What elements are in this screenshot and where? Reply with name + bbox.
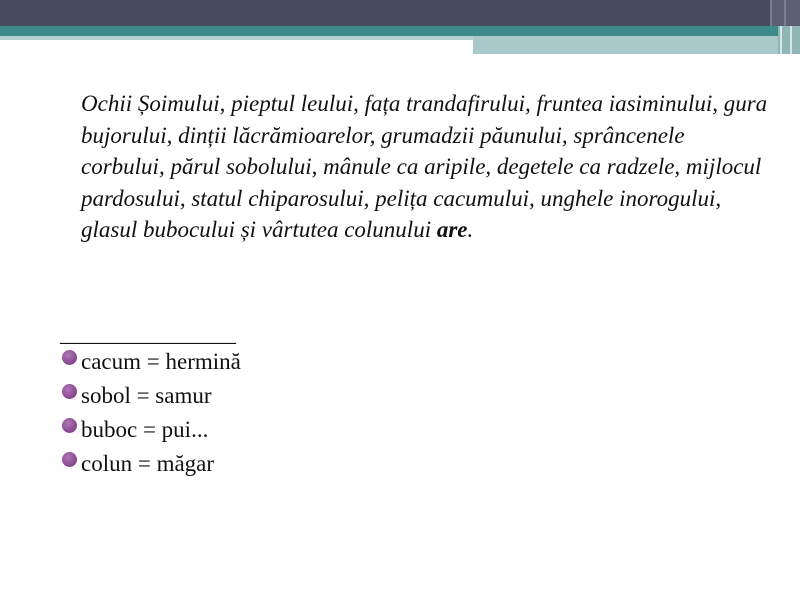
bullet-dot-icon xyxy=(62,452,77,467)
glossary-item xyxy=(60,347,241,381)
quote-text: Ochii Șoimului, pieptul leului, fața trandafirului, fruntea iasiminului, gura bujorului, dinții lăcrămioarelor, grumadzii păunului, sprâncenele corbului, părul sobolului, mânule ca aripile, degetele ca radzele, mijlocul pardosului, statul chiparosului, pelița cacumului, unghele inorogului, glasul bubocului și vârtutea colunului xyxy=(81,91,768,242)
glossary-item-text: buboc = pui... xyxy=(81,417,209,442)
header-band-light-block xyxy=(473,36,800,54)
glossary-item-text: cacum = hermină xyxy=(81,349,241,374)
bullet-dot-icon xyxy=(62,350,77,365)
quote-end-punctuation: . xyxy=(467,217,474,242)
quote-paragraph xyxy=(81,88,771,246)
glossary-item xyxy=(60,415,241,449)
glossary-list xyxy=(60,347,241,483)
separator-line: ________________ xyxy=(60,321,236,346)
header-band-teal-light xyxy=(0,36,473,40)
glossary-item-text: sobol = samur xyxy=(81,383,212,408)
bullet-dot-icon xyxy=(62,418,77,433)
header-band-dark-accent xyxy=(770,0,800,26)
glossary-item xyxy=(60,449,241,483)
glossary-item xyxy=(60,381,241,415)
glossary-item-text: colun = măgar xyxy=(81,451,215,476)
header-band-right-strip xyxy=(778,26,800,54)
bullet-dot-icon xyxy=(62,384,77,399)
header-band-dark xyxy=(0,0,800,26)
quote-bold-word: are xyxy=(436,217,468,242)
header-band-teal xyxy=(0,26,800,36)
